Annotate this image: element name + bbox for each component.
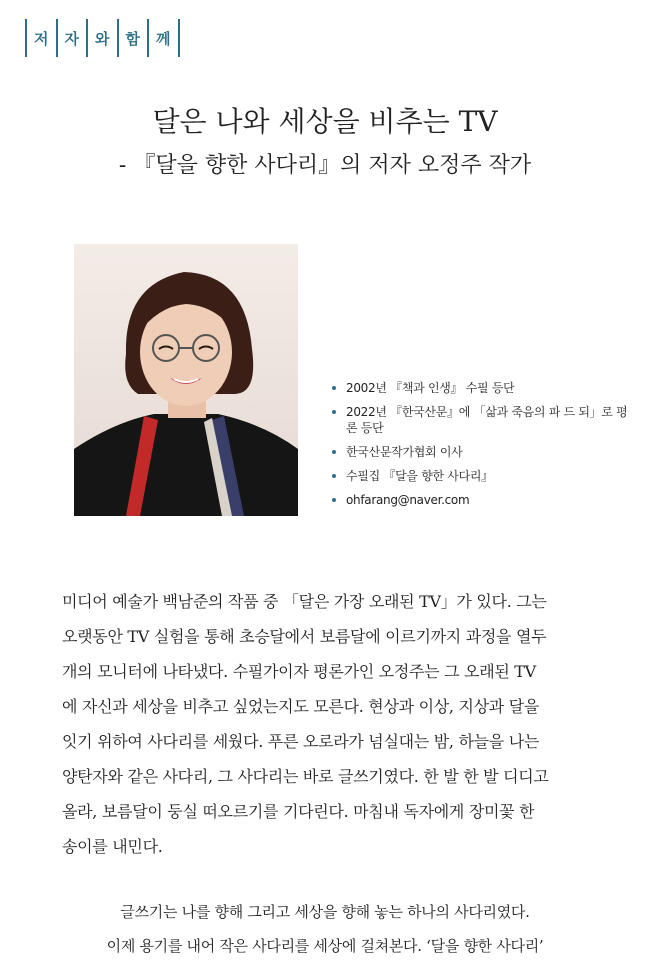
header-divider bbox=[25, 19, 27, 57]
author-photo bbox=[74, 244, 298, 516]
body-text-line: 송이를 내민다. bbox=[62, 837, 163, 856]
bio-item: 2022년 『한국산문』에 「삶과 죽음의 파 드 되」로 평론 등단 bbox=[330, 404, 630, 436]
header-char: 와 bbox=[95, 29, 110, 48]
author-bio-list bbox=[330, 380, 630, 516]
article-subtitle: - 『달을 향한 사다리』의 저자 오정주 작가 bbox=[118, 153, 532, 178]
header-divider bbox=[86, 19, 88, 57]
closing-line: 이제 용기를 내어 작은 사다리를 세상에 걸쳐본다. ‘달을 향한 사다리’ bbox=[106, 937, 544, 955]
header-char: 자 bbox=[64, 29, 79, 48]
body-text-line: 올라, 보름달이 둥실 떠오르기를 기다린다. 마침내 독자에게 장미꽃 한 bbox=[62, 802, 535, 821]
header-divider bbox=[56, 19, 58, 57]
body-text-line: 오랫동안 TV 실험을 통해 초승달에서 보름달에 이르기까지 과정을 열두 bbox=[62, 627, 547, 646]
bio-item: 2002년 『책과 인생』 수필 등단 bbox=[330, 380, 630, 396]
header-char: 께 bbox=[156, 29, 171, 48]
header-divider bbox=[117, 19, 119, 57]
section-header bbox=[18, 18, 187, 58]
body-text-line: 미디어 예술가 백남준의 작품 중 「달은 가장 오래된 TV」가 있다. 그는 bbox=[62, 592, 547, 611]
body-text-line: 잇기 위하여 사다리를 세웠다. 푸른 오로라가 넘실대는 밤, 하늘을 나는 bbox=[62, 732, 540, 751]
body-text-line: 에 자신과 세상을 비추고 싶었는지도 모른다. 현상과 이상, 지상과 달을 bbox=[62, 697, 540, 716]
closing-line: 글쓰기는 나를 향해 그리고 세상을 향해 놓는 하나의 사다리였다. bbox=[120, 903, 530, 921]
bio-item: 한국산문작가협회 이사 bbox=[330, 444, 630, 460]
body-text-line: 양탄자와 같은 사다리, 그 사다리는 바로 글쓰기였다. 한 발 한 발 디디고 bbox=[62, 767, 549, 786]
header-char: 함 bbox=[125, 29, 140, 48]
header-char: 저 bbox=[34, 29, 49, 48]
bio-item: 수필집 『달을 향한 사다리』 bbox=[330, 468, 630, 484]
header-divider bbox=[147, 19, 149, 57]
bio-email: ohfarang@naver.com bbox=[330, 492, 630, 508]
body-text-line: 개의 모니터에 나타냈다. 수필가이자 평론가인 오정주는 그 오래된 TV bbox=[62, 662, 536, 681]
header-divider bbox=[178, 19, 180, 57]
article-title: 달은 나와 세상을 비추는 TV bbox=[152, 105, 498, 138]
